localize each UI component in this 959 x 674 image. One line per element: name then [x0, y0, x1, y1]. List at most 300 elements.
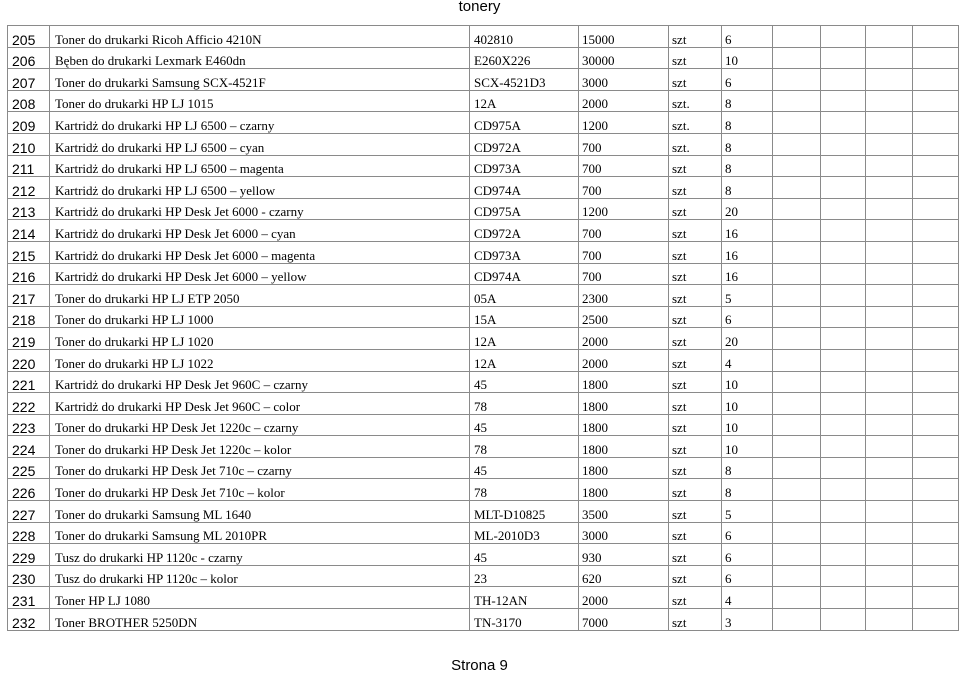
page-title: tonery: [458, 0, 501, 15]
cell-count: 6: [722, 69, 773, 91]
cell-qty: 2000: [579, 587, 669, 609]
cell-unit: szt: [669, 177, 722, 199]
empty-cell: [821, 565, 866, 587]
empty-cell: [821, 306, 866, 328]
cell-count: 8: [722, 155, 773, 177]
empty-cell: [913, 177, 959, 199]
cell-unit: szt: [669, 263, 722, 285]
cell-qty: 700: [579, 263, 669, 285]
empty-cell: [913, 155, 959, 177]
cell-qty: 2000: [579, 328, 669, 350]
cell-code: 78: [470, 479, 579, 501]
empty-cell: [913, 457, 959, 479]
cell-code: 45: [470, 371, 579, 393]
empty-cell: [821, 155, 866, 177]
cell-desc: Bęben do drukarki Lexmark E460dn: [50, 47, 470, 69]
cell-count: 20: [722, 198, 773, 220]
cell-qty: 700: [579, 133, 669, 155]
cell-count: 6: [722, 544, 773, 566]
cell-qty: 3000: [579, 522, 669, 544]
cell-num: 213: [8, 198, 50, 220]
empty-cell: [821, 47, 866, 69]
cell-code: 45: [470, 544, 579, 566]
cell-count: 20: [722, 328, 773, 350]
cell-count: 4: [722, 587, 773, 609]
table-row: [8, 198, 959, 220]
table-row: [8, 285, 959, 307]
cell-desc: Toner do drukarki Samsung SCX-4521F: [50, 69, 470, 91]
empty-cell: [821, 285, 866, 307]
empty-cell: [913, 26, 959, 48]
cell-desc: Toner do drukarki Samsung ML 1640: [50, 501, 470, 523]
empty-cell: [821, 241, 866, 263]
empty-cell: [866, 90, 913, 112]
cell-desc: Kartridż do drukarki HP LJ 6500 – czarny: [50, 112, 470, 134]
empty-cell: [866, 587, 913, 609]
cell-num: 226: [8, 479, 50, 501]
cell-qty: 2300: [579, 285, 669, 307]
table-row: [8, 90, 959, 112]
empty-cell: [913, 112, 959, 134]
empty-cell: [866, 349, 913, 371]
cell-count: 6: [722, 306, 773, 328]
cell-num: 215: [8, 241, 50, 263]
cell-unit: szt: [669, 349, 722, 371]
cell-desc: Kartridż do drukarki HP LJ 6500 – cyan: [50, 133, 470, 155]
cell-unit: szt: [669, 457, 722, 479]
empty-cell: [773, 155, 821, 177]
cell-num: 230: [8, 565, 50, 587]
cell-qty: 700: [579, 220, 669, 242]
table-row: [8, 306, 959, 328]
empty-cell: [866, 609, 913, 631]
cell-code: ML-2010D3: [470, 522, 579, 544]
table-row: [8, 436, 959, 458]
cell-num: 206: [8, 47, 50, 69]
cell-desc: Tusz do drukarki HP 1120c – kolor: [50, 565, 470, 587]
table-row: [8, 47, 959, 69]
cell-unit: szt: [669, 26, 722, 48]
cell-num: 227: [8, 501, 50, 523]
empty-cell: [773, 501, 821, 523]
empty-cell: [866, 285, 913, 307]
cell-code: 23: [470, 565, 579, 587]
cell-num: 205: [8, 26, 50, 48]
empty-cell: [773, 26, 821, 48]
empty-cell: [773, 263, 821, 285]
empty-cell: [773, 112, 821, 134]
empty-cell: [821, 220, 866, 242]
cell-num: 228: [8, 522, 50, 544]
cell-num: 223: [8, 414, 50, 436]
cell-desc: Kartridż do drukarki HP Desk Jet 960C – color: [50, 393, 470, 415]
table-row: [8, 241, 959, 263]
empty-cell: [773, 220, 821, 242]
cell-unit: szt: [669, 69, 722, 91]
cell-qty: 1800: [579, 479, 669, 501]
cell-qty: 700: [579, 155, 669, 177]
cell-code: 12A: [470, 349, 579, 371]
empty-cell: [866, 263, 913, 285]
empty-cell: [913, 565, 959, 587]
cell-count: 4: [722, 349, 773, 371]
cell-count: 5: [722, 285, 773, 307]
empty-cell: [866, 241, 913, 263]
cell-desc: Toner do drukarki HP Desk Jet 710c – czarny: [50, 457, 470, 479]
cell-qty: 2000: [579, 90, 669, 112]
cell-num: 216: [8, 263, 50, 285]
cell-num: 212: [8, 177, 50, 199]
cell-qty: 700: [579, 177, 669, 199]
cell-code: 78: [470, 436, 579, 458]
cell-count: 6: [722, 522, 773, 544]
cell-code: CD974A: [470, 177, 579, 199]
cell-code: CD974A: [470, 263, 579, 285]
table-row: [8, 263, 959, 285]
empty-cell: [913, 587, 959, 609]
empty-cell: [866, 436, 913, 458]
cell-desc: Toner do drukarki HP Desk Jet 1220c – kolor: [50, 436, 470, 458]
cell-count: 8: [722, 457, 773, 479]
cell-qty: 7000: [579, 609, 669, 631]
cell-count: 10: [722, 436, 773, 458]
cell-desc: Kartridż do drukarki HP Desk Jet 6000 – yellow: [50, 263, 470, 285]
cell-qty: 1800: [579, 371, 669, 393]
cell-count: 3: [722, 609, 773, 631]
empty-cell: [773, 436, 821, 458]
cell-unit: szt.: [669, 133, 722, 155]
empty-cell: [821, 90, 866, 112]
cell-code: CD975A: [470, 112, 579, 134]
empty-cell: [773, 457, 821, 479]
empty-cell: [866, 198, 913, 220]
cell-unit: szt: [669, 198, 722, 220]
cell-num: 222: [8, 393, 50, 415]
cell-num: 210: [8, 133, 50, 155]
table-row: [8, 220, 959, 242]
cell-desc: Toner do drukarki HP LJ 1020: [50, 328, 470, 350]
cell-qty: 1800: [579, 414, 669, 436]
cell-desc: Toner do drukarki HP LJ 1015: [50, 90, 470, 112]
table-row: [8, 112, 959, 134]
table-row: [8, 501, 959, 523]
empty-cell: [866, 69, 913, 91]
empty-cell: [821, 457, 866, 479]
cell-desc: Kartridż do drukarki HP LJ 6500 – magenta: [50, 155, 470, 177]
empty-cell: [913, 241, 959, 263]
cell-code: 12A: [470, 90, 579, 112]
empty-cell: [866, 26, 913, 48]
table-row: [8, 69, 959, 91]
empty-cell: [866, 112, 913, 134]
empty-cell: [866, 457, 913, 479]
cell-unit: szt: [669, 501, 722, 523]
empty-cell: [913, 285, 959, 307]
cell-num: 224: [8, 436, 50, 458]
cell-unit: szt: [669, 544, 722, 566]
cell-qty: 3500: [579, 501, 669, 523]
empty-cell: [821, 544, 866, 566]
table-row: [8, 609, 959, 631]
table-row: [8, 457, 959, 479]
cell-code: CD972A: [470, 220, 579, 242]
empty-cell: [866, 414, 913, 436]
cell-code: TH-12AN: [470, 587, 579, 609]
cell-num: 220: [8, 349, 50, 371]
cell-num: 231: [8, 587, 50, 609]
empty-cell: [866, 565, 913, 587]
cell-code: 45: [470, 457, 579, 479]
cell-num: 207: [8, 69, 50, 91]
cell-num: 218: [8, 306, 50, 328]
cell-count: 10: [722, 393, 773, 415]
table-row: [8, 414, 959, 436]
cell-qty: 1200: [579, 112, 669, 134]
empty-cell: [913, 133, 959, 155]
empty-cell: [773, 544, 821, 566]
empty-cell: [773, 349, 821, 371]
cell-unit: szt: [669, 436, 722, 458]
empty-cell: [913, 69, 959, 91]
empty-cell: [866, 501, 913, 523]
empty-cell: [821, 198, 866, 220]
cell-desc: Kartridż do drukarki HP Desk Jet 6000 – cyan: [50, 220, 470, 242]
empty-cell: [913, 47, 959, 69]
empty-cell: [913, 414, 959, 436]
cell-code: SCX-4521D3: [470, 69, 579, 91]
cell-count: 5: [722, 501, 773, 523]
empty-cell: [913, 220, 959, 242]
empty-cell: [821, 393, 866, 415]
empty-cell: [821, 328, 866, 350]
empty-cell: [913, 90, 959, 112]
cell-unit: szt: [669, 522, 722, 544]
empty-cell: [773, 393, 821, 415]
empty-cell: [773, 198, 821, 220]
empty-cell: [773, 587, 821, 609]
empty-cell: [821, 371, 866, 393]
table-row: [8, 522, 959, 544]
cell-qty: 30000: [579, 47, 669, 69]
empty-cell: [913, 371, 959, 393]
table-row: [8, 155, 959, 177]
cell-unit: szt.: [669, 112, 722, 134]
empty-cell: [866, 479, 913, 501]
cell-num: 229: [8, 544, 50, 566]
cell-count: 16: [722, 220, 773, 242]
cell-count: 6: [722, 26, 773, 48]
cell-count: 10: [722, 414, 773, 436]
cell-code: CD973A: [470, 241, 579, 263]
cell-unit: szt: [669, 155, 722, 177]
cell-code: E260X226: [470, 47, 579, 69]
cell-qty: 2500: [579, 306, 669, 328]
cell-qty: 1800: [579, 393, 669, 415]
table-row: [8, 26, 959, 48]
empty-cell: [913, 436, 959, 458]
empty-cell: [866, 328, 913, 350]
cell-qty: 15000: [579, 26, 669, 48]
empty-cell: [913, 522, 959, 544]
cell-desc: Kartridż do drukarki HP Desk Jet 960C – czarny: [50, 371, 470, 393]
empty-cell: [866, 220, 913, 242]
cell-unit: szt: [669, 306, 722, 328]
empty-cell: [821, 414, 866, 436]
cell-code: CD973A: [470, 155, 579, 177]
empty-cell: [821, 26, 866, 48]
table-row: [8, 328, 959, 350]
cell-count: 8: [722, 90, 773, 112]
page-number: Strona 9: [451, 657, 508, 674]
empty-cell: [821, 609, 866, 631]
cell-code: 45: [470, 414, 579, 436]
cell-count: 16: [722, 263, 773, 285]
empty-cell: [866, 393, 913, 415]
table-row: [8, 349, 959, 371]
cell-desc: Kartridż do drukarki HP Desk Jet 6000 - czarny: [50, 198, 470, 220]
table-row: [8, 479, 959, 501]
empty-cell: [866, 133, 913, 155]
cell-unit: szt: [669, 393, 722, 415]
cell-code: 402810: [470, 26, 579, 48]
cell-num: 217: [8, 285, 50, 307]
empty-cell: [821, 587, 866, 609]
table-row: [8, 587, 959, 609]
cell-qty: 700: [579, 241, 669, 263]
cell-num: 219: [8, 328, 50, 350]
empty-cell: [866, 306, 913, 328]
cell-unit: szt: [669, 47, 722, 69]
table-row: [8, 565, 959, 587]
empty-cell: [913, 501, 959, 523]
cell-unit: szt: [669, 609, 722, 631]
cell-qty: 3000: [579, 69, 669, 91]
empty-cell: [821, 479, 866, 501]
empty-cell: [821, 263, 866, 285]
cell-count: 8: [722, 177, 773, 199]
cell-num: 232: [8, 609, 50, 631]
cell-num: 221: [8, 371, 50, 393]
cell-code: MLT-D10825: [470, 501, 579, 523]
cell-desc: Toner do drukarki HP LJ ETP 2050: [50, 285, 470, 307]
cell-count: 6: [722, 565, 773, 587]
cell-unit: szt: [669, 328, 722, 350]
cell-num: 209: [8, 112, 50, 134]
empty-cell: [866, 522, 913, 544]
cell-desc: Tusz do drukarki HP 1120c - czarny: [50, 544, 470, 566]
cell-desc: Toner do drukarki HP Desk Jet 710c – kolor: [50, 479, 470, 501]
empty-cell: [913, 263, 959, 285]
cell-qty: 620: [579, 565, 669, 587]
empty-cell: [773, 241, 821, 263]
cell-count: 8: [722, 112, 773, 134]
cell-unit: szt.: [669, 90, 722, 112]
cell-desc: Toner do drukarki Samsung ML 2010PR: [50, 522, 470, 544]
empty-cell: [821, 133, 866, 155]
table-row: [8, 393, 959, 415]
empty-cell: [773, 565, 821, 587]
cell-qty: 2000: [579, 349, 669, 371]
empty-cell: [913, 306, 959, 328]
cell-desc: Kartridż do drukarki HP Desk Jet 6000 – magenta: [50, 241, 470, 263]
cell-code: 12A: [470, 328, 579, 350]
empty-cell: [866, 177, 913, 199]
cell-code: TN-3170: [470, 609, 579, 631]
cell-desc: Toner do drukarki Ricoh Afficio 4210N: [50, 26, 470, 48]
cell-unit: szt: [669, 371, 722, 393]
toner-table: [7, 25, 959, 631]
empty-cell: [773, 285, 821, 307]
empty-cell: [821, 112, 866, 134]
cell-desc: Toner do drukarki HP Desk Jet 1220c – czarny: [50, 414, 470, 436]
empty-cell: [866, 47, 913, 69]
table-row: [8, 133, 959, 155]
empty-cell: [866, 155, 913, 177]
empty-cell: [821, 177, 866, 199]
cell-num: 214: [8, 220, 50, 242]
cell-unit: szt: [669, 479, 722, 501]
cell-count: 16: [722, 241, 773, 263]
empty-cell: [913, 479, 959, 501]
cell-unit: szt: [669, 565, 722, 587]
cell-count: 10: [722, 371, 773, 393]
empty-cell: [773, 177, 821, 199]
empty-cell: [773, 306, 821, 328]
cell-qty: 1800: [579, 436, 669, 458]
empty-cell: [913, 349, 959, 371]
empty-cell: [913, 544, 959, 566]
empty-cell: [821, 501, 866, 523]
empty-cell: [773, 414, 821, 436]
cell-num: 225: [8, 457, 50, 479]
cell-desc: Toner HP LJ 1080: [50, 587, 470, 609]
cell-count: 8: [722, 133, 773, 155]
empty-cell: [773, 328, 821, 350]
empty-cell: [773, 47, 821, 69]
empty-cell: [773, 522, 821, 544]
cell-desc: Toner BROTHER 5250DN: [50, 609, 470, 631]
empty-cell: [773, 609, 821, 631]
cell-unit: szt: [669, 285, 722, 307]
empty-cell: [773, 371, 821, 393]
empty-cell: [866, 544, 913, 566]
empty-cell: [913, 328, 959, 350]
cell-code: 05A: [470, 285, 579, 307]
empty-cell: [866, 371, 913, 393]
empty-cell: [773, 133, 821, 155]
cell-count: 10: [722, 47, 773, 69]
empty-cell: [913, 609, 959, 631]
empty-cell: [821, 436, 866, 458]
cell-code: 78: [470, 393, 579, 415]
cell-unit: szt: [669, 587, 722, 609]
cell-unit: szt: [669, 220, 722, 242]
empty-cell: [821, 522, 866, 544]
cell-desc: Toner do drukarki HP LJ 1000: [50, 306, 470, 328]
table-row: [8, 371, 959, 393]
cell-desc: Kartridż do drukarki HP LJ 6500 – yellow: [50, 177, 470, 199]
empty-cell: [913, 393, 959, 415]
cell-qty: 1200: [579, 198, 669, 220]
cell-unit: szt: [669, 241, 722, 263]
empty-cell: [773, 90, 821, 112]
empty-cell: [821, 349, 866, 371]
cell-code: 15A: [470, 306, 579, 328]
cell-desc: Toner do drukarki HP LJ 1022: [50, 349, 470, 371]
cell-num: 211: [8, 155, 50, 177]
empty-cell: [773, 479, 821, 501]
empty-cell: [821, 69, 866, 91]
